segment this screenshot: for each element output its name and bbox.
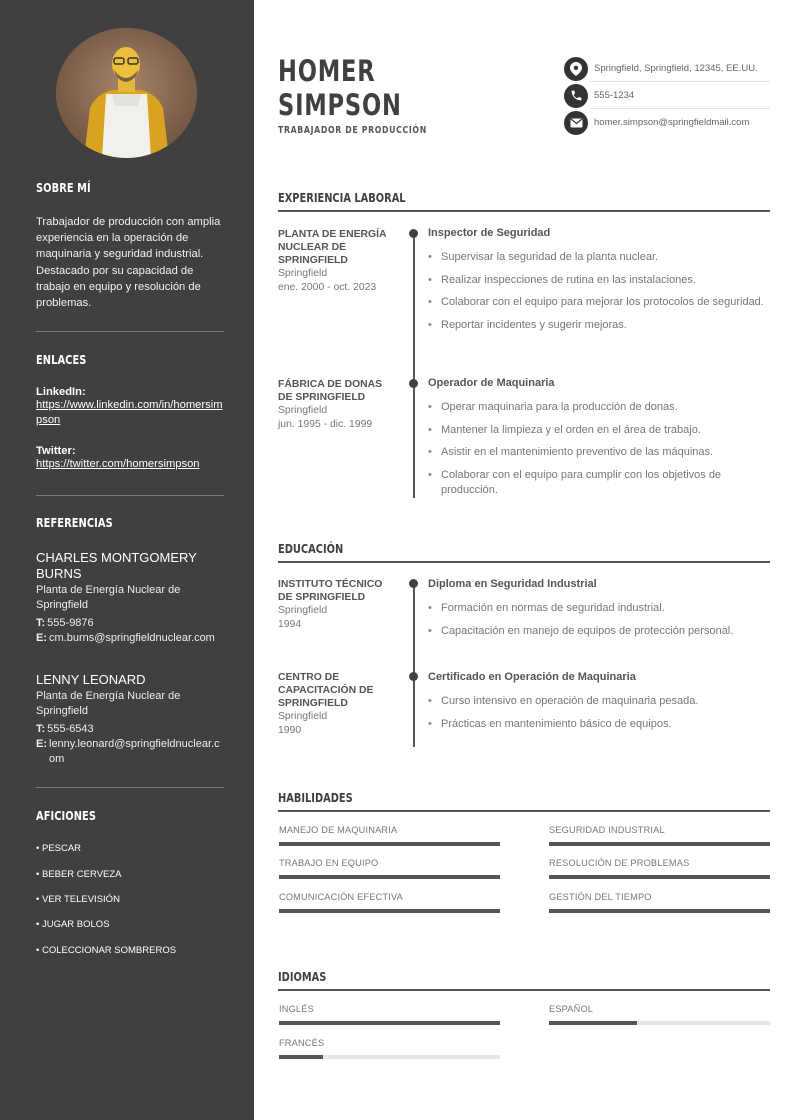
reference-email-value: cm.burns@springfieldnuclear.com <box>49 632 215 644</box>
skill-bar-fill <box>279 842 500 846</box>
skill-bar-fill <box>549 875 770 879</box>
divider <box>36 787 224 788</box>
reference-org: Planta de Energía Nuclear de Springfield <box>36 690 181 717</box>
reference-name: CHARLES MONTGOMERY BURNS <box>36 550 197 581</box>
org-dates: 1994 <box>278 619 302 630</box>
section-rule <box>278 561 770 563</box>
timeline-line <box>413 233 415 498</box>
about-text: Trabajador de producción con amplia experiencia en la operación de maquinaria y seguridad industrial. Destacado por su capacidad de trabajo en equipo y resolución de problemas. <box>36 216 221 310</box>
experience-heading: EXPERIENCIA LABORAL <box>278 191 406 205</box>
email-prefix: E: <box>36 738 47 750</box>
references-section <box>36 516 224 530</box>
org-name: CENTRO DE CAPACITACIÓN DE SPRINGFIELD <box>278 672 374 709</box>
reference-item <box>36 672 224 767</box>
hobbies-heading: AFICIONES <box>36 809 97 823</box>
about-section <box>36 181 224 195</box>
bullet-item: • Prácticas en mantenimiento básico de equipos. <box>428 717 770 732</box>
org-name: FÁBRICA DE DONAS DE SPRINGFIELD <box>278 379 383 403</box>
bullet-item: • Curso intensivo en operación de maquinaria pesada. <box>428 694 770 709</box>
first-name: HOMER <box>278 54 376 88</box>
skill-item <box>549 858 770 868</box>
language-item <box>549 1004 770 1014</box>
links-heading: ENLACES <box>36 353 87 367</box>
section-rule <box>278 810 770 812</box>
experience-org <box>278 378 398 432</box>
degree-title: Certificado en Operación de Maquinaria <box>428 671 636 683</box>
skill-bar-track <box>279 909 500 913</box>
org-city: Springfield <box>278 605 328 616</box>
position-bullets <box>428 400 770 505</box>
bullet-item: • Colaborar con el equipo para mejorar los protocolos de seguridad. <box>428 295 770 310</box>
linkedin-label: LinkedIn: <box>36 386 86 398</box>
language-bar-fill <box>549 1021 637 1025</box>
linkedin-url[interactable]: https://www.linkedin.com/in/homersimpson <box>36 399 223 426</box>
hobbies-section <box>36 809 224 823</box>
address-text: Springfield, Springfield, 12345, EE.UU. <box>594 63 758 74</box>
skill-bar-track <box>279 842 500 846</box>
twitter-label: Twitter: <box>36 445 76 457</box>
phone-prefix: T: <box>36 723 46 735</box>
contact-address <box>564 55 770 82</box>
skill-bar-track <box>279 875 500 879</box>
profile-photo <box>56 28 197 158</box>
reference-email-value: lenny.leonard@springfieldnuclear.com <box>49 738 220 765</box>
email-text[interactable]: homer.simpson@springfieldmail.com <box>594 117 750 128</box>
timeline-dot <box>409 229 418 238</box>
bullet-item: • Formación en normas de seguridad industrial. <box>428 601 770 616</box>
references-heading: REFERENCIAS <box>36 516 113 530</box>
reference-email <box>36 737 224 767</box>
timeline-dot <box>409 579 418 588</box>
email-prefix: E: <box>36 632 47 644</box>
link-twitter <box>36 445 224 472</box>
timeline-dot <box>409 379 418 388</box>
location-pin-icon <box>564 57 588 81</box>
bullet-item: • Colaborar con el equipo para cumplir con los objetivos de producción. <box>428 468 770 498</box>
org-dates: 1990 <box>278 725 302 736</box>
skill-bar-fill <box>549 909 770 913</box>
about-body <box>36 214 224 311</box>
reference-item <box>36 550 224 646</box>
language-bar-track <box>279 1055 500 1059</box>
language-item <box>279 1038 500 1048</box>
reference-phone <box>36 616 224 631</box>
section-rule <box>278 989 770 991</box>
envelope-icon <box>564 111 588 135</box>
degree-title: Diploma en Seguridad Industrial <box>428 578 597 590</box>
reference-phone <box>36 722 224 737</box>
skill-bar-fill <box>549 842 770 846</box>
reference-name: LENNY LEONARD <box>36 672 146 687</box>
hobby-item: • JUGAR BOLOS <box>36 919 110 930</box>
skill-label: SEGURIDAD INDUSTRIAL <box>549 825 665 835</box>
position-title: Operador de Maquinaria <box>428 377 555 389</box>
section-rule <box>278 210 770 212</box>
skill-item <box>279 825 500 835</box>
skill-item <box>279 892 500 902</box>
timeline-dot <box>409 672 418 681</box>
org-city: Springfield <box>278 405 328 416</box>
link-linkedin <box>36 386 224 428</box>
skill-item <box>549 892 770 902</box>
timeline-line <box>413 584 415 747</box>
phone-icon <box>564 84 588 108</box>
language-item <box>279 1004 500 1014</box>
last-name: SIMPSON <box>278 88 402 122</box>
hobby-item: • VER TELEVISIÓN <box>36 894 120 905</box>
skill-label: TRABAJO EN EQUIPO <box>279 858 379 868</box>
divider <box>36 495 224 496</box>
skill-label: RESOLUCIÓN DE PROBLEMAS <box>549 858 690 868</box>
org-name: PLANTA DE ENERGÍA NUCLEAR DE SPRINGFIELD <box>278 229 387 266</box>
bullet-item: • Mantener la limpieza y el orden en el área de trabajo. <box>428 423 770 438</box>
position-title: Inspector de Seguridad <box>428 227 551 239</box>
skill-bar-track <box>549 842 770 846</box>
skill-bar-track <box>549 875 770 879</box>
links-section <box>36 353 224 367</box>
reference-phone-value: 555-9876 <box>47 617 94 629</box>
skills-heading: HABILIDADES <box>278 791 353 805</box>
bullet-item: • Reportar incidentes y sugerir mejoras. <box>428 318 770 333</box>
language-label: INGLÉS <box>279 1004 314 1014</box>
degree-bullets <box>428 694 770 739</box>
skill-bar-track <box>549 909 770 913</box>
languages-heading: IDIOMAS <box>278 970 327 984</box>
education-org <box>278 578 398 632</box>
org-dates: ene. 2000 - oct. 2023 <box>278 282 377 293</box>
bullet-item: • Operar maquinaria para la producción de donas. <box>428 400 770 415</box>
hobby-item: • COLECCIONAR SOMBREROS <box>36 945 177 956</box>
reference-phone-value: 555-6543 <box>47 723 94 735</box>
skill-label: GESTIÓN DEL TIEMPO <box>549 892 652 902</box>
language-bar-fill <box>279 1021 500 1025</box>
language-label: FRANCÉS <box>279 1038 325 1048</box>
divider <box>36 331 224 332</box>
position-bullets <box>428 250 770 340</box>
skill-item <box>279 858 500 868</box>
language-bar-track <box>279 1021 500 1025</box>
experience-org <box>278 228 398 295</box>
skill-bar-fill <box>279 875 500 879</box>
skill-label: COMUNICACIÓN EFECTIVA <box>279 892 403 902</box>
twitter-url[interactable]: https://twitter.com/homersimpson <box>36 458 200 470</box>
degree-bullets <box>428 601 770 646</box>
bullet-item: • Asistir en el mantenimiento preventivo de las máquinas. <box>428 445 770 460</box>
contact-phone <box>564 82 770 109</box>
skill-bar-fill <box>279 909 500 913</box>
phone-text: 555-1234 <box>594 90 635 101</box>
org-city: Springfield <box>278 268 328 279</box>
education-org <box>278 671 398 738</box>
reference-email <box>36 631 224 646</box>
skill-label: MANEJO DE MAQUINARIA <box>279 825 398 835</box>
contact-email <box>564 109 770 136</box>
language-label: ESPAÑOL <box>549 1004 594 1014</box>
language-bar-fill <box>279 1055 323 1059</box>
education-heading: EDUCACIÓN <box>278 542 344 556</box>
bullet-item: • Realizar inspecciones de rutina en las instalaciones. <box>428 273 770 288</box>
job-title: TRABAJADOR DE PRODUCCIÓN <box>278 125 427 136</box>
org-dates: jun. 1995 - dic. 1999 <box>278 419 373 430</box>
hobby-item: • PESCAR <box>36 843 82 854</box>
skill-item <box>549 825 770 835</box>
org-city: Springfield <box>278 711 328 722</box>
phone-prefix: T: <box>36 617 46 629</box>
org-name: INSTITUTO TÉCNICO DE SPRINGFIELD <box>278 579 383 603</box>
sidebar <box>0 0 254 1120</box>
hobby-item: • BEBER CERVEZA <box>36 869 122 880</box>
about-heading: SOBRE MÍ <box>36 181 91 195</box>
bullet-item: • Supervisar la seguridad de la planta nuclear. <box>428 250 770 265</box>
bullet-item: • Capacitación en manejo de equipos de protección personal. <box>428 624 770 639</box>
language-bar-track <box>549 1021 770 1025</box>
reference-org: Planta de Energía Nuclear de Springfield <box>36 584 181 611</box>
